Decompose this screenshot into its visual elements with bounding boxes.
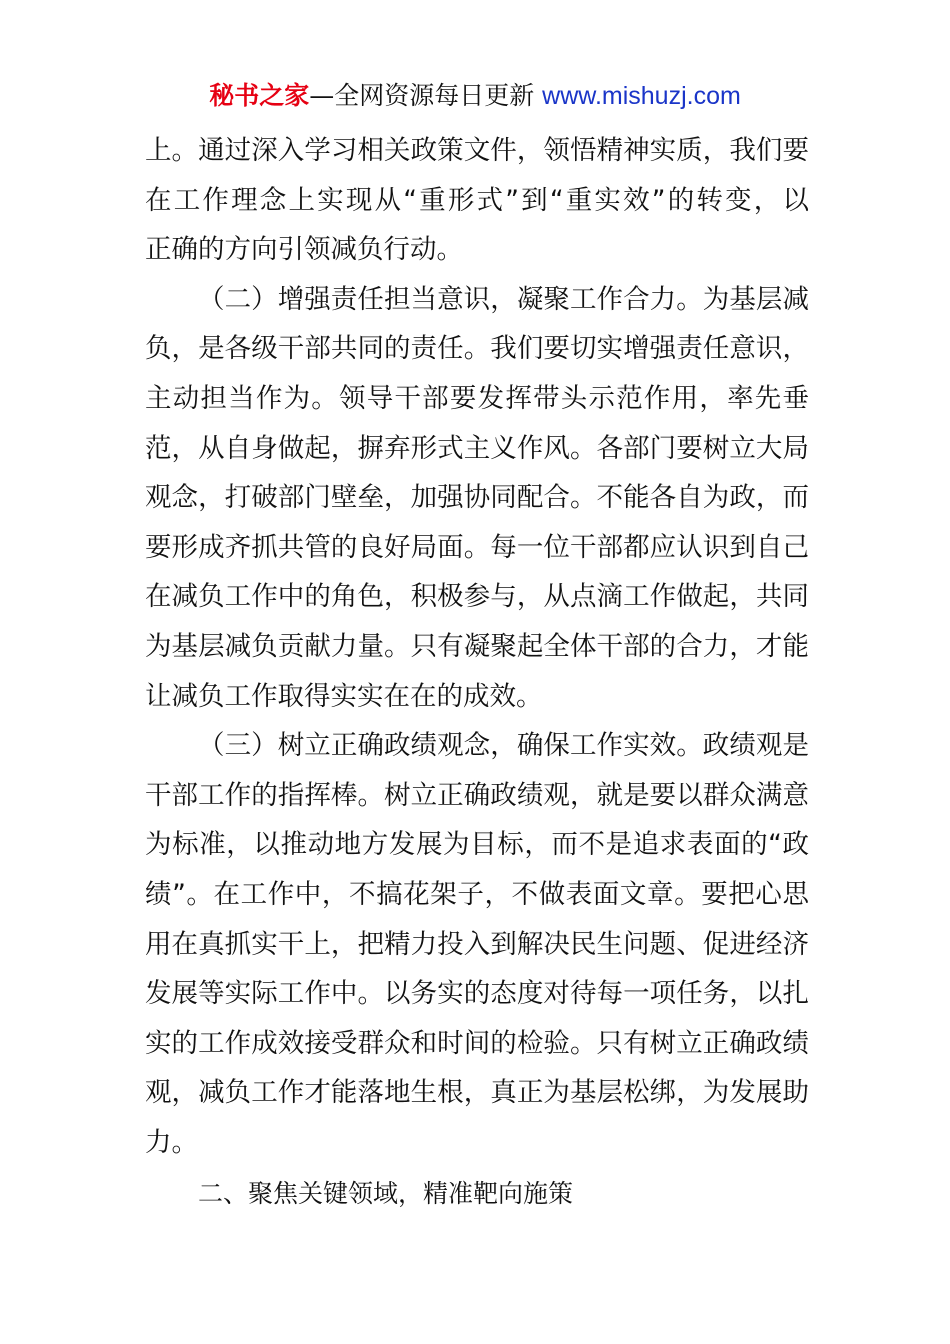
- brand-name: 秘书之家: [209, 81, 310, 110]
- text-line: 在工作理念上实现从“重形式”到“重实效”的转变，以: [145, 184, 809, 216]
- text-line: 绩”。在工作中，不搞花架子，不做表面文章。要把心思: [145, 878, 809, 910]
- text-line: （二）增强责任担当意识，凝聚工作合力。为基层减: [198, 283, 809, 315]
- text-line: 力。: [145, 1126, 198, 1158]
- site-header: [0, 80, 950, 112]
- paragraph-performance-view: [145, 721, 809, 1167]
- site-url[interactable]: www.mishuzj.com: [542, 82, 741, 110]
- paragraph-continuation: [145, 126, 809, 275]
- text-line: 发展等实际工作中。以务实的态度对待每一项任务，以扎: [145, 978, 809, 1010]
- document-body: [145, 126, 809, 1167]
- text-line: 负，是各级干部共同的责任。我们要切实增强责任意识，: [145, 333, 809, 365]
- text-line: 干部工作的指挥棒。树立正确政绩观，就是要以群众满意: [145, 779, 809, 811]
- text-line: 范，从自身做起，摒弃形式主义作风。各部门要树立大局: [145, 432, 809, 464]
- text-line: 实的工作成效接受群众和时间的检验。只有树立正确政绩: [145, 1027, 809, 1059]
- text-line: 上。通过深入学习相关政策文件，领悟精神实质，我们要: [145, 135, 809, 166]
- paragraph-responsibility: [145, 275, 809, 721]
- text-line: 在减负工作中的角色，积极参与，从点滴工作做起，共同: [145, 581, 809, 613]
- text-line: 要形成齐抓共管的良好局面。每一位干部都应认识到自己: [145, 531, 809, 563]
- text-line: 正确的方向引领减负行动。: [145, 234, 463, 266]
- text-line: （三）树立正确政绩观念，确保工作实效。政绩观是: [198, 730, 809, 762]
- text-line: 用在真抓实干上，把精力投入到解决民生问题、促进经济: [145, 928, 809, 960]
- header-slogan: —全网资源每日更新: [309, 81, 543, 110]
- text-line: 让减负工作取得实实在在的成效。: [145, 680, 543, 712]
- text-line: 主动担当作为。领导干部要发挥带头示范作用，率先垂: [145, 382, 809, 414]
- text-line: 观念，打破部门壁垒，加强协同配合。不能各自为政，而: [145, 482, 809, 514]
- text-line: 为标准，以推动地方发展为目标，而不是追求表面的“政: [145, 829, 809, 861]
- section-heading: 二、聚焦关键领域，精准靶向施策: [198, 1179, 574, 1208]
- text-line: 观，减负工作才能落地生根，真正为基层松绑，为发展助: [145, 1077, 809, 1109]
- text-line: 为基层减负贡献力量。只有凝聚起全体干部的合力，才能: [145, 630, 809, 662]
